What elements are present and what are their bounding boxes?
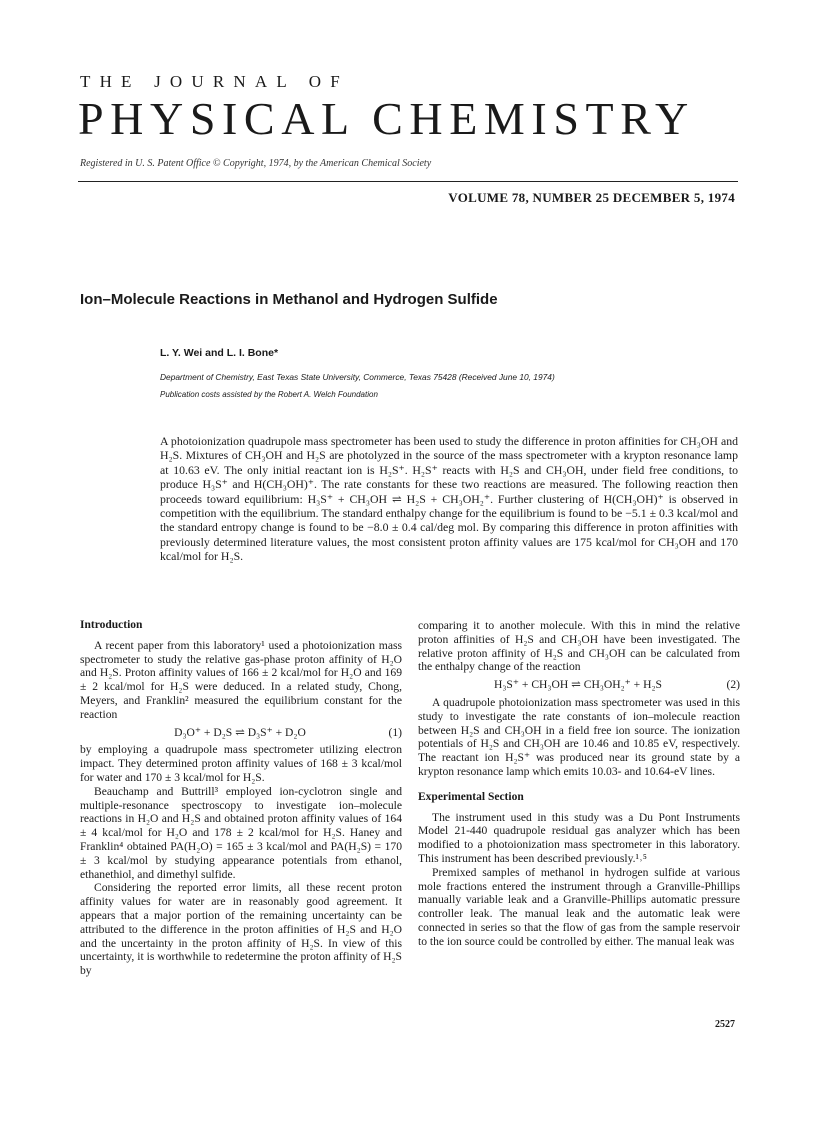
- left-column: [80, 619, 402, 978]
- equation-2-body: H₃S⁺ + CH₃OH ⇌ CH₃OH₂⁺ + H₂S: [494, 678, 662, 692]
- volume-issue-date: VOLUME 78, NUMBER 25 DECEMBER 5, 1974: [448, 190, 735, 205]
- article-authors: L. Y. Wei and L. I. Bone*: [160, 347, 279, 359]
- experimental-paragraph-1: The instrument used in this study was a Du Pont Instruments Model 21-440 quadrupole residual gas analyzer which has been modified to a photoionization mass spectrometer in this laboratory. This instrument has been described previously.¹˒⁵: [418, 810, 740, 865]
- intro-paragraph-2: by employing a quadrupole mass spectrometer utilizing electron impact. They determined proton affinity values of 168 ± 3 kcal/mol for water and 170 ± 3 kcal/mol for H₂S.: [80, 743, 402, 784]
- copyright-line: Registered in U. S. Patent Office © Copyright, 1974, by the American Chemical Society: [80, 158, 432, 169]
- page-number: 2527: [715, 1019, 735, 1030]
- journal-name-line1: THE JOURNAL OF: [80, 72, 349, 91]
- equation-1-number: (1): [388, 725, 402, 739]
- abstract: A photoionization quadrupole mass spectrometer has been used to study the difference in proton affinities for CH₃OH and H₂S. Mixtures of CH₃OH and H₂S are photolyzed in the source of the mass spectrometer with a krypton resonance lamp at 10.63 eV. The only initial reactant ion is H₂S⁺. H₂S⁺ reacts with H₂S and CH₃OH, under field free conditions, to produce H₃S⁺ and H(CH₃OH)⁺. The rate constants for these two reactions are measured. The following reaction then proceeds toward equilibrium: H₃S⁺ + CH₃OH ⇌ H₂S + CH₃OH₂⁺. Further clustering of H(CH₃OH)⁺ is observed in competition with the equilibrium. The standard enthalpy change for the equilibrium is found to be −5.1 ± 0.3 kcal/mol and the standard entropy change is found to be −8.0 ± 0.4 cal/deg mol. By comparing this difference in proton affinities with previously determined literature values, the most consistent proton affinity values are 175 kcal/mol for CH₃OH and 170 kcal/mol for H₂S.: [160, 434, 738, 564]
- header-rule: [78, 181, 738, 182]
- equation-1: [80, 726, 402, 740]
- right-column: [418, 619, 740, 949]
- experimental-paragraph-2: Premixed samples of methanol in hydrogen sulfide at various mole fractions entered the instrument through a Granville-Phillips manually variable leak and a Granville-Phillips automatic pressure controller leak. The manual leak and the automatic leak were connected in series so that the flow of gas from the sample reservoir to the ion source could be controlled by either. The manual leak was: [418, 865, 740, 948]
- equation-2-number: (2): [726, 678, 740, 692]
- author-affiliation: Department of Chemistry, East Texas State University, Commerce, Texas 75428 (Received June 10, 1974): [160, 372, 555, 382]
- intro-paragraph-4: Considering the reported error limits, all these recent proton affinity values for water are in reasonably good agreement. It appears that a major portion of the remaining uncertainty can be attributed to the difference in the proton affinities of H₂S and H₂O and the uncertainty in the proton affinity of H₂S. In view of this uncertainty, it is worthwhile to redetermine the proton affinity of H₂S by: [80, 881, 402, 978]
- journal-name-line2: PHYSICAL CHEMISTRY: [78, 93, 695, 144]
- intro-paragraph-1: A recent paper from this laboratory¹ used a photoionization mass spectrometer to study the relative gas-phase proton affinity of H₂O and H₂S. Proton affinity values of 166 ± 2 kcal/mol for H₂O and 169 ± 2 kcal/mol for H₂S were deduced. In a related study, Chong, Meyers, and Franklin² measured the equilibrium constant for the reaction: [80, 638, 402, 721]
- equation-2: [418, 678, 740, 692]
- article-title: Ion–Molecule Reactions in Methanol and Hydrogen Sulfide: [80, 291, 498, 308]
- introduction-heading: Introduction: [80, 619, 143, 631]
- equation-1-body: D₃O⁺ + D₂S ⇌ D₃S⁺ + D₂O: [174, 725, 306, 739]
- intro-paragraph-3: Beauchamp and Buttrill³ employed ion-cyclotron single and multiple-resonance spectroscopy to investigate ion–molecule reactions in H₂O and H₂S and obtained proton affinity values of 164 ± 4 kcal/mol for H₂O and 178 ± 2 kcal/mol for H₂S. Haney and Franklin⁴ obtained PA(H₂O) = 165 ± 3 kcal/mol and PA(H₂S) = 170 ± 3 kcal/mol by studying appearance potentials from ethanol, ethanethiol, and dimethyl sulfide.: [80, 784, 402, 881]
- intro-paragraph-5: comparing it to another molecule. With this in mind the relative proton affinities of H₂S and CH₃OH have been investigated. The relative proton affinity of H₂S and CH₃OH can be calculated from the enthalpy change of the reaction: [418, 619, 740, 674]
- publication-costs-note: Publication costs assisted by the Robert A. Welch Foundation: [160, 390, 378, 399]
- experimental-heading: Experimental Section: [418, 790, 524, 803]
- intro-paragraph-6: A quadrupole photoionization mass spectrometer was used in this study to investigate the rate constants of ion–molecule reaction between H₂S and CH₃OH in a field free ion source. The ionization potentials of H₂S and CH₃OH are 10.46 and 10.85 eV, respectively. The reactant ion H₂S⁺ was produced near its ground state by a krypton resonance lamp which emits 10.03- and 10.64-eV lines.: [418, 695, 740, 778]
